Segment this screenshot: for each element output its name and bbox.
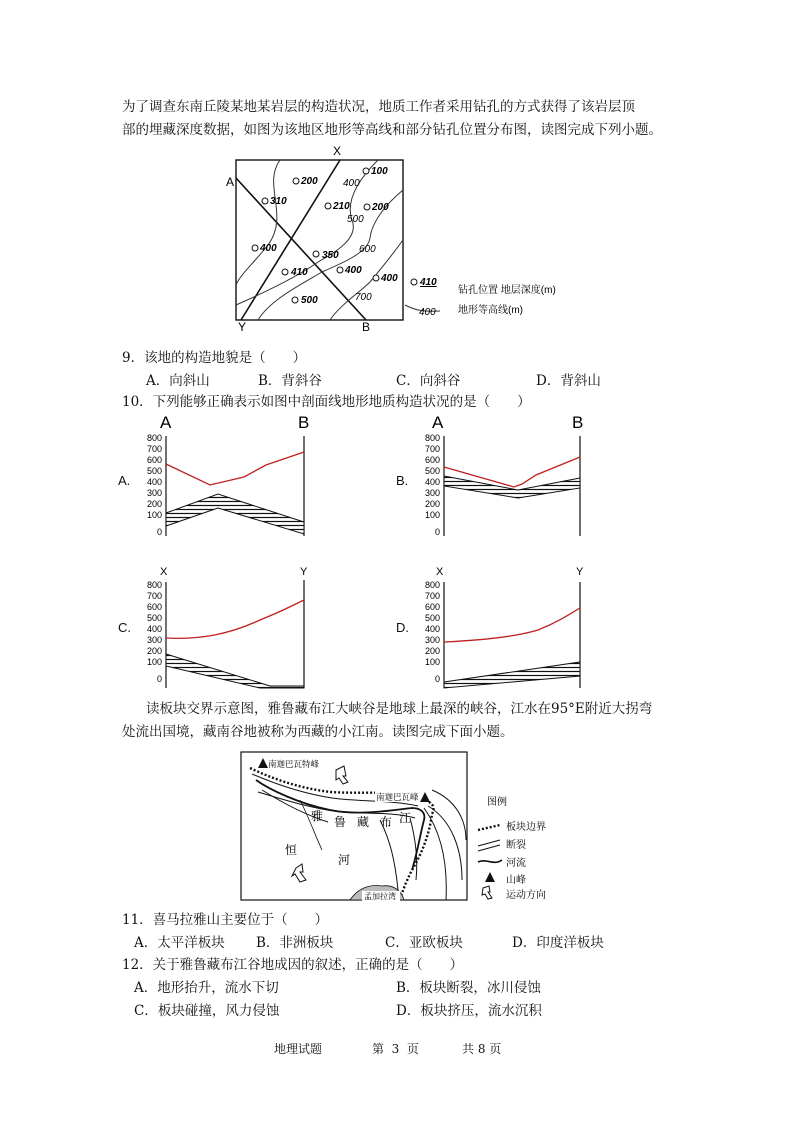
svg-text:100: 100 [424,510,440,520]
profile-c [140,562,320,694]
legend-boundary-symbol [478,825,500,830]
plate-boundary-map [238,748,560,904]
q12-option-c[interactable]: C．板块碰撞，风力侵蚀 [134,1003,280,1019]
profile-end-left: A [432,413,444,432]
svg-text:300: 300 [424,488,440,498]
peak-east-label: 南迦巴瓦峰 [376,792,419,802]
legend-title: 图例 [487,797,507,808]
legend-item: 山峰 [506,875,526,886]
svg-text:800: 800 [146,433,162,443]
svg-text:0: 0 [156,674,162,684]
legend-peak-icon [485,872,495,882]
contour-label: 600 [359,244,376,255]
svg-text:100: 100 [424,657,440,667]
intro-1-line-1: 为了调查东南丘陵某地某岩层的构造状况，地质工作者采用钻孔的方式获得了该岩层顶 [122,99,635,115]
footer-page: 第 3 页 [372,1042,419,1056]
label-y: Y [238,320,247,334]
q11-option-c[interactable]: C．亚欧板块 [385,935,463,951]
legend-fault-symbol [478,840,500,851]
q10-option-c-label[interactable]: C. [118,620,131,635]
svg-text:500: 500 [146,466,162,476]
well-marker [282,269,288,275]
q11-option-b[interactable]: B．非洲板块 [256,935,334,951]
footer-total: 共 8 页 [462,1042,502,1056]
profile-b [418,412,598,550]
legend-item: 板块边界 [506,822,546,833]
q9-option-a[interactable]: A．向斜山 [146,373,210,389]
well-marker [292,297,298,303]
terrain-line [166,452,304,485]
stratum-band [444,662,580,688]
svg-text:800: 800 [424,580,440,590]
q12-option-b[interactable]: B．板块断裂，冰川侵蚀 [396,980,541,996]
well-depth: 350 [322,250,339,261]
profile-a [140,412,320,550]
svg-text:0: 0 [434,527,440,537]
svg-text:200: 200 [424,499,440,509]
well-marker [252,245,258,251]
svg-text:700: 700 [424,591,440,601]
svg-text:800: 800 [146,580,162,590]
label-a: A [226,175,235,189]
legend-contour-value: 400 [419,307,436,318]
contour-label: 400 [343,178,360,189]
well-marker [363,168,369,174]
q10-option-d-label[interactable]: D. [396,620,409,635]
map-frame [236,160,403,320]
well-depth: 400 [260,243,277,254]
label-b: B [362,320,371,334]
well-marker [293,178,299,184]
svg-text:0: 0 [156,527,162,537]
well-depth: 210 [333,201,350,212]
well-depth: 400 [345,265,362,276]
well-depth: 200 [301,176,318,187]
svg-text:400: 400 [146,624,162,634]
footer-subject: 地理试题 [274,1042,323,1056]
svg-text:400: 400 [424,477,440,487]
legend-river-symbol [478,860,502,862]
legend-arrow-icon [482,886,492,899]
svg-text:300: 300 [146,488,162,498]
terrain-line [166,600,304,638]
q11-stem: 11．喜马拉雅山主要位于（ ） [122,912,329,928]
well-marker [313,251,319,257]
river-char: 鲁 [334,815,347,829]
profile-end-right: Y [300,566,308,578]
contour-label: 700 [355,292,372,303]
svg-text:300: 300 [146,635,162,645]
well-marker [337,267,343,273]
legend-contour-text: 地形等高线(m) [458,305,523,316]
legend-item: 河流 [506,858,526,869]
svg-text:500: 500 [146,613,162,623]
well-depth: 410 [291,267,308,278]
legend-well-marker [411,279,417,285]
svg-text:300: 300 [424,635,440,645]
stratum-band [166,654,304,688]
legend-well-value: 410 [420,277,437,288]
svg-text:800: 800 [424,433,440,443]
svg-text:400: 400 [424,624,440,634]
intro-2-line-2: 处流出国境，藏南谷地被称为西藏的小江南。读图完成下面小题。 [122,724,514,740]
profile-end-left: X [436,566,444,578]
bay-label: 孟加拉湾 [364,892,396,901]
svg-text:100: 100 [146,657,162,667]
contour-drill-map [224,140,569,335]
svg-text:200: 200 [424,646,440,656]
svg-text:600: 600 [424,602,440,612]
q9-option-b[interactable]: B．背斜谷 [258,373,322,389]
svg-text:200: 200 [146,646,162,656]
q11-option-d[interactable]: D．印度洋板块 [512,935,604,951]
q10-option-b-label[interactable]: B. [396,473,409,488]
q9-stem: 9．该地的构造地貌是（ ） [122,350,307,366]
ganges-char: 恒 [285,843,298,857]
legend-well-text: 钻孔位置 地层深度(m) [458,285,556,296]
q12-option-a[interactable]: A．地形抬升，流水下切 [134,980,279,996]
svg-text:700: 700 [146,444,162,454]
river-char: 雅 [311,809,324,823]
svg-text:600: 600 [146,602,162,612]
q9-option-c[interactable]: C．向斜谷 [396,373,461,389]
intro-2-line-1: 读板块交界示意图，雅鲁藏布江大峡谷是地球上最深的峡谷，江水在95°E附近大拐弯 [146,701,653,717]
well-depth: 310 [270,196,287,207]
q10-option-a-label[interactable]: A. [118,473,131,488]
profile-end-right: B [572,413,584,432]
q9-option-d[interactable]: D．背斜山 [536,373,601,389]
contour-label: 500 [347,214,364,225]
svg-text:500: 500 [424,466,440,476]
well-marker [373,275,379,281]
svg-text:100: 100 [146,510,162,520]
map-frame [241,752,467,900]
q10-stem: 10．下列能够正确表示如图中剖面线地形地质构造状况的是（ ） [122,394,531,410]
svg-text:600: 600 [424,455,440,465]
river-char: 布 [380,815,393,829]
q12-stem: 12．关于雅鲁藏布江谷地成因的叙述，正确的是（ ） [122,957,464,973]
intro-1-line-2: 部的埋藏深度数据，如图为该地区地形等高线和部分钻孔位置分布图，读图完成下列小题。 [122,122,662,138]
svg-text:200: 200 [146,499,162,509]
svg-text:400: 400 [146,477,162,487]
svg-text:600: 600 [146,455,162,465]
well-marker [325,203,331,209]
well-depth: 400 [381,273,398,284]
profile-end-left: A [160,413,172,432]
well-depth: 100 [371,166,388,177]
stratum-band [166,494,304,534]
profile-end-left: X [160,566,168,578]
profile-end-right: B [298,413,310,432]
svg-text:700: 700 [146,591,162,601]
well-depth: 200 [372,202,389,213]
legend-item: 运动方向 [506,890,546,901]
river-char: 藏 [357,815,370,829]
ganges-char: 河 [338,853,351,867]
river-char: 江 [399,811,412,825]
q11-option-a[interactable]: A．太平洋板块 [134,935,225,951]
well-depth: 500 [301,295,318,306]
well-marker [262,198,268,204]
label-x: X [333,144,342,158]
profile-end-right: Y [576,566,584,578]
svg-text:0: 0 [434,674,440,684]
well-marker [364,204,370,210]
svg-text:700: 700 [424,444,440,454]
profile-d [418,562,598,694]
q12-option-d[interactable]: D．板块挤压，流水沉积 [396,1003,542,1019]
peak-west-label: 南迦巴瓦特峰 [268,759,320,769]
legend-item: 断裂 [506,840,526,851]
terrain-line [444,608,580,642]
svg-text:500: 500 [424,613,440,623]
